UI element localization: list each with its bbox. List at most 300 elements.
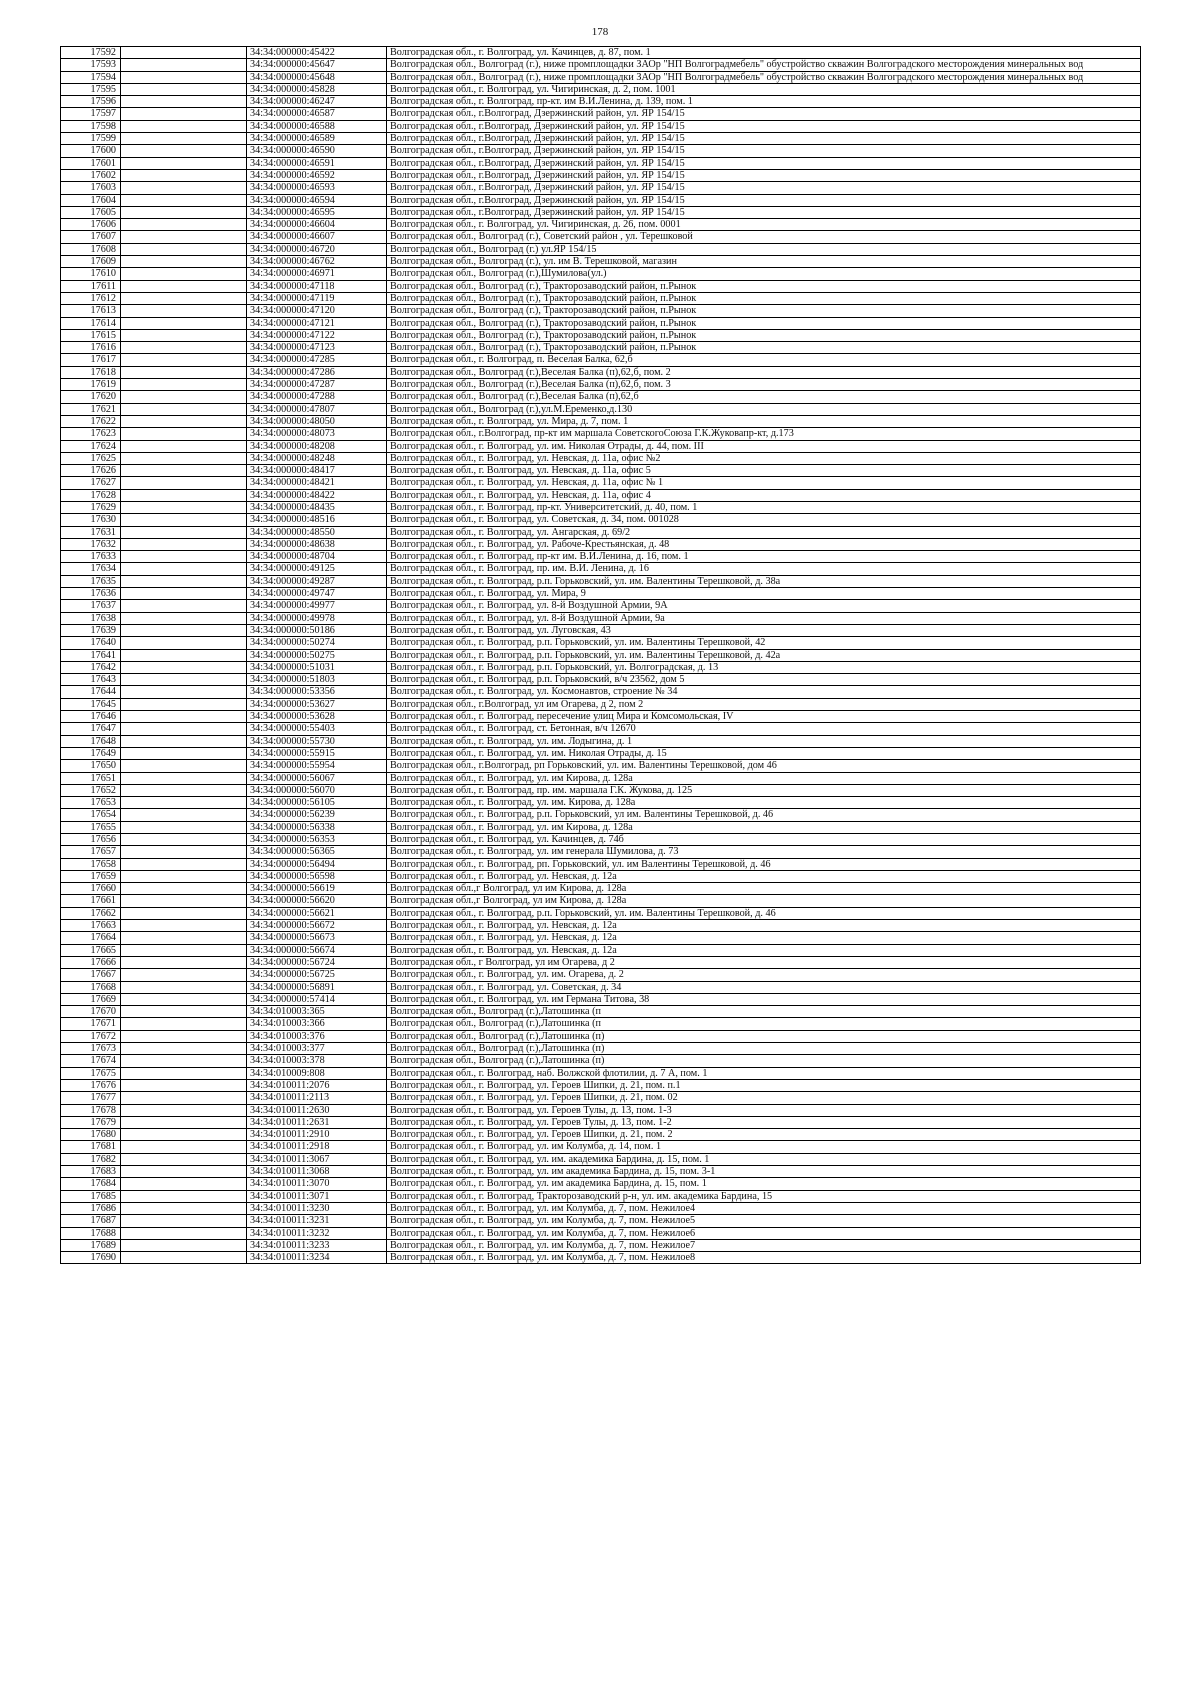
- cadastral-number-cell: 34:34:000000:46604: [247, 219, 387, 231]
- table-row: [61, 206, 1141, 218]
- row-number-cell: 17609: [61, 256, 121, 268]
- blank-cell: [121, 379, 247, 391]
- row-number-cell: 17658: [61, 858, 121, 870]
- table-row: [61, 1055, 1141, 1067]
- cadastral-number-cell: 34:34:000000:56598: [247, 870, 387, 882]
- table-row: [61, 1166, 1141, 1178]
- cadastral-number-cell: 34:34:000000:46595: [247, 206, 387, 218]
- row-number-cell: 17618: [61, 366, 121, 378]
- address-cell: Волгоградская обл., Волгоград (г.), Советский район , ул. Терешковой: [387, 231, 1141, 243]
- address-cell: Волгоградская обл., г. Волгоград, р.п. Горьковский, ул. им. Валентины Терешковой, 42: [387, 637, 1141, 649]
- table-row: [61, 686, 1141, 698]
- blank-cell: [121, 477, 247, 489]
- blank-cell: [121, 723, 247, 735]
- row-number-cell: 17657: [61, 846, 121, 858]
- table-row: [61, 268, 1141, 280]
- row-number-cell: 17622: [61, 415, 121, 427]
- blank-cell: [121, 920, 247, 932]
- table-row: [61, 624, 1141, 636]
- blank-cell: [121, 526, 247, 538]
- table-row: [61, 1215, 1141, 1227]
- address-cell: Волгоградская обл., г. Волгоград, ул. им. Николая Отрады, д. 15: [387, 747, 1141, 759]
- table-row: [61, 797, 1141, 809]
- blank-cell: [121, 821, 247, 833]
- address-cell: Волгоградская обл., г. Волгоград, ул. им Германа Титова, 38: [387, 993, 1141, 1005]
- cadastral-number-cell: 34:34:000000:56674: [247, 944, 387, 956]
- table-row: [61, 1104, 1141, 1116]
- blank-cell: [121, 1215, 247, 1227]
- blank-cell: [121, 661, 247, 673]
- cadastral-number-cell: 34:34:010011:3070: [247, 1178, 387, 1190]
- cadastral-number-cell: 34:34:010011:2630: [247, 1104, 387, 1116]
- row-number-cell: 17680: [61, 1129, 121, 1141]
- address-cell: Волгоградская обл., г. Волгоград, ул. им Колумба, д. 7, пом. Нежилое4: [387, 1202, 1141, 1214]
- cadastral-number-cell: 34:34:000000:46588: [247, 120, 387, 132]
- blank-cell: [121, 452, 247, 464]
- row-number-cell: 17638: [61, 612, 121, 624]
- blank-cell: [121, 538, 247, 550]
- blank-cell: [121, 846, 247, 858]
- address-cell: Волгоградская обл., г. Волгоград, ул. Качинцев, д. 74б: [387, 834, 1141, 846]
- cadastral-number-cell: 34:34:010003:366: [247, 1018, 387, 1030]
- address-cell: Волгоградская обл., г. Волгоград, ул. Мира, д. 7, пом. 1: [387, 415, 1141, 427]
- table-row: [61, 858, 1141, 870]
- address-cell: Волгоградская обл., г. Волгоград, ул. им Колумба, д. 7, пом. Нежилое6: [387, 1227, 1141, 1239]
- blank-cell: [121, 71, 247, 83]
- table-row: [61, 551, 1141, 563]
- blank-cell: [121, 305, 247, 317]
- row-number-cell: 17635: [61, 575, 121, 587]
- cadastral-number-cell: 34:34:000000:46590: [247, 145, 387, 157]
- row-number-cell: 17606: [61, 219, 121, 231]
- blank-cell: [121, 969, 247, 981]
- cadastral-number-cell: 34:34:000000:51031: [247, 661, 387, 673]
- blank-cell: [121, 956, 247, 968]
- cadastral-number-cell: 34:34:000000:55954: [247, 760, 387, 772]
- table-row: [61, 145, 1141, 157]
- address-cell: Волгоградская обл., г. Волгоград, наб. Волжской флотилии, д. 7 А, пом. 1: [387, 1067, 1141, 1079]
- table-row: [61, 354, 1141, 366]
- cadastral-number-cell: 34:34:010011:2113: [247, 1092, 387, 1104]
- blank-cell: [121, 551, 247, 563]
- row-number-cell: 17621: [61, 403, 121, 415]
- blank-cell: [121, 231, 247, 243]
- cadastral-number-cell: 34:34:000000:57414: [247, 993, 387, 1005]
- row-number-cell: 17593: [61, 59, 121, 71]
- table-row: [61, 1030, 1141, 1042]
- cadastral-number-cell: 34:34:000000:50186: [247, 624, 387, 636]
- cadastral-number-cell: 34:34:000000:47118: [247, 280, 387, 292]
- address-cell: Волгоградская обл., г. Волгоград, ул. им Кирова, д. 128а: [387, 772, 1141, 784]
- blank-cell: [121, 932, 247, 944]
- address-cell: Волгоградская обл., Волгоград (г.),Веселая Балка (п),62,б, пом. 2: [387, 366, 1141, 378]
- register-table-body: [61, 47, 1141, 1264]
- address-cell: Волгоградская обл., г. Волгоград, ул. Невская, д. 12а: [387, 920, 1141, 932]
- address-cell: Волгоградская обл., г. Волгоград, р.п. Горьковский, ул. им. Валентины Терешковой, д. 46: [387, 907, 1141, 919]
- cadastral-number-cell: 34:34:000000:48704: [247, 551, 387, 563]
- table-row: [61, 637, 1141, 649]
- cadastral-number-cell: 34:34:000000:46607: [247, 231, 387, 243]
- cadastral-number-cell: 34:34:000000:56724: [247, 956, 387, 968]
- blank-cell: [121, 809, 247, 821]
- row-number-cell: 17664: [61, 932, 121, 944]
- cadastral-number-cell: 34:34:000000:49747: [247, 588, 387, 600]
- address-cell: Волгоградская обл., г. Волгоград, р.п. Горьковский, ул. Волгоградская, д. 13: [387, 661, 1141, 673]
- blank-cell: [121, 256, 247, 268]
- table-row: [61, 489, 1141, 501]
- table-row: [61, 834, 1141, 846]
- address-cell: Волгоградская обл., г. Волгоград, ул. им. Кирова, д. 128а: [387, 797, 1141, 809]
- page-number: 178: [591, 26, 609, 38]
- address-cell: Волгоградская обл., г. Волгоград, ул. им Колумба, д. 7, пом. Нежилое8: [387, 1252, 1141, 1264]
- cadastral-number-cell: 34:34:000000:47120: [247, 305, 387, 317]
- table-row: [61, 526, 1141, 538]
- row-number-cell: 17636: [61, 588, 121, 600]
- cadastral-number-cell: 34:34:000000:46971: [247, 268, 387, 280]
- address-cell: Волгоградская обл., Волгоград (г.),Латошинка (п: [387, 1018, 1141, 1030]
- table-row: [61, 317, 1141, 329]
- row-number-cell: 17625: [61, 452, 121, 464]
- cadastral-number-cell: 34:34:000000:48638: [247, 538, 387, 550]
- blank-cell: [121, 157, 247, 169]
- address-cell: Волгоградская обл., г. Волгоград, ул. Ангарская, д. 69/2: [387, 526, 1141, 538]
- table-row: [61, 1043, 1141, 1055]
- row-number-cell: 17686: [61, 1202, 121, 1214]
- address-cell: Волгоградская обл.,г Волгоград, ул им Кирова, д. 128а: [387, 895, 1141, 907]
- row-number-cell: 17608: [61, 243, 121, 255]
- row-number-cell: 17600: [61, 145, 121, 157]
- table-row: [61, 846, 1141, 858]
- row-number-cell: 17661: [61, 895, 121, 907]
- table-row: [61, 440, 1141, 452]
- row-number-cell: 17665: [61, 944, 121, 956]
- address-cell: Волгоградская обл., Волгоград (г.), ниже промплощадки ЗАОр "НП Волгоградмебель" обустройство скважин Волгоградского месторождения минеральных вод: [387, 71, 1141, 83]
- blank-cell: [121, 280, 247, 292]
- row-number-cell: 17681: [61, 1141, 121, 1153]
- cadastral-number-cell: 34:34:000000:56891: [247, 981, 387, 993]
- table-row: [61, 1202, 1141, 1214]
- blank-cell: [121, 1129, 247, 1141]
- address-cell: Волгоградская обл., г. Волгоград, ул. им академика Бардина, д. 15, пом. 3-1: [387, 1166, 1141, 1178]
- address-cell: Волгоградская обл., г. Волгоград, п. Веселая Балка, 62,б: [387, 354, 1141, 366]
- address-cell: Волгоградская обл., г. Волгоград, Тракторозаводский р-н, ул. им. академика Бардина, 15: [387, 1190, 1141, 1202]
- table-row: [61, 366, 1141, 378]
- address-cell: Волгоградская обл., Волгоград (г.), Тракторозаводский район, п.Рынок: [387, 280, 1141, 292]
- blank-cell: [121, 674, 247, 686]
- table-row: [61, 243, 1141, 255]
- cadastral-number-cell: 34:34:000000:46587: [247, 108, 387, 120]
- address-cell: Волгоградская обл., г. Волгоград, ул. им Колумба, д. 7, пом. Нежилое7: [387, 1239, 1141, 1251]
- blank-cell: [121, 219, 247, 231]
- table-row: [61, 194, 1141, 206]
- blank-cell: [121, 83, 247, 95]
- cadastral-number-cell: 34:34:010011:3230: [247, 1202, 387, 1214]
- table-row: [61, 723, 1141, 735]
- row-number-cell: 17641: [61, 649, 121, 661]
- blank-cell: [121, 772, 247, 784]
- cadastral-number-cell: 34:34:000000:48435: [247, 501, 387, 513]
- address-cell: Волгоградская обл., г. Волгоград, р.п. Горьковский, ул. им. Валентины Терешковой, д. 42а: [387, 649, 1141, 661]
- table-row: [61, 612, 1141, 624]
- row-number-cell: 17684: [61, 1178, 121, 1190]
- table-row: [61, 59, 1141, 71]
- table-row: [61, 588, 1141, 600]
- table-row: [61, 907, 1141, 919]
- cadastral-number-cell: 34:34:000000:47285: [247, 354, 387, 366]
- cadastral-number-cell: 34:34:000000:45648: [247, 71, 387, 83]
- cadastral-number-cell: 34:34:000000:56365: [247, 846, 387, 858]
- row-number-cell: 17637: [61, 600, 121, 612]
- address-cell: Волгоградская обл., г. Волгоград, пересечение улиц Мира и Комсомольская, IV: [387, 711, 1141, 723]
- row-number-cell: 17674: [61, 1055, 121, 1067]
- blank-cell: [121, 1239, 247, 1251]
- cadastral-number-cell: 34:34:000000:47288: [247, 391, 387, 403]
- table-row: [61, 956, 1141, 968]
- table-row: [61, 563, 1141, 575]
- table-row: [61, 465, 1141, 477]
- row-number-cell: 17685: [61, 1190, 121, 1202]
- address-cell: Волгоградская обл., г. Волгоград, пр-кт. Университетский, д. 40, пом. 1: [387, 501, 1141, 513]
- address-cell: Волгоградская обл., г. Волгоград, ул. Рабоче-Крестьянская, д. 48: [387, 538, 1141, 550]
- cadastral-number-cell: 34:34:010011:3071: [247, 1190, 387, 1202]
- address-cell: Волгоградская обл., г. Волгоград, ул. Советская, д. 34: [387, 981, 1141, 993]
- address-cell: Волгоградская обл., Волгоград (г.), Тракторозаводский район, п.Рынок: [387, 329, 1141, 341]
- blank-cell: [121, 624, 247, 636]
- cadastral-number-cell: 34:34:000000:47287: [247, 379, 387, 391]
- table-row: [61, 711, 1141, 723]
- table-row: [61, 329, 1141, 341]
- row-number-cell: 17653: [61, 797, 121, 809]
- cadastral-number-cell: 34:34:000000:48421: [247, 477, 387, 489]
- table-row: [61, 514, 1141, 526]
- address-cell: Волгоградская обл., г. Волгоград, ул. им Колумба, д. 7, пом. Нежилое5: [387, 1215, 1141, 1227]
- table-row: [61, 735, 1141, 747]
- cadastral-number-cell: 34:34:000000:47286: [247, 366, 387, 378]
- address-cell: Волгоградская обл., г.Волгоград, Дзержинский район, ул. ЯР 154/15: [387, 206, 1141, 218]
- blank-cell: [121, 834, 247, 846]
- blank-cell: [121, 145, 247, 157]
- address-cell: Волгоградская обл., г. Волгоград, рп. Горьковский, ул. им Валентины Терешковой, д. 46: [387, 858, 1141, 870]
- row-number-cell: 17643: [61, 674, 121, 686]
- cadastral-number-cell: 34:34:000000:47121: [247, 317, 387, 329]
- cadastral-register-table: [60, 46, 1141, 1264]
- cadastral-number-cell: 34:34:000000:56621: [247, 907, 387, 919]
- blank-cell: [121, 514, 247, 526]
- table-row: [61, 575, 1141, 587]
- table-row: [61, 120, 1141, 132]
- address-cell: Волгоградская обл., Волгоград (г.), ниже промплощадки ЗАОр "НП Волгоградмебель" обустройство скважин Волгоградского месторождения минеральных вод: [387, 59, 1141, 71]
- table-row: [61, 1018, 1141, 1030]
- table-row: [61, 661, 1141, 673]
- blank-cell: [121, 1079, 247, 1091]
- blank-cell: [121, 981, 247, 993]
- address-cell: Волгоградская обл., г. Волгоград, ул. Невская, д. 11а, офис 5: [387, 465, 1141, 477]
- blank-cell: [121, 317, 247, 329]
- blank-cell: [121, 1006, 247, 1018]
- address-cell: Волгоградская обл., Волгоград (г.),Веселая Балка (п),62,б, пом. 3: [387, 379, 1141, 391]
- address-cell: Волгоградская обл., г. Волгоград, ул. им Кирова, д. 128а: [387, 821, 1141, 833]
- row-number-cell: 17666: [61, 956, 121, 968]
- address-cell: Волгоградская обл., г.Волгоград, ул им Огарева, д 2, пом 2: [387, 698, 1141, 710]
- blank-cell: [121, 59, 247, 71]
- blank-cell: [121, 870, 247, 882]
- cadastral-number-cell: 34:34:000000:48050: [247, 415, 387, 427]
- cadastral-number-cell: 34:34:000000:55730: [247, 735, 387, 747]
- row-number-cell: 17656: [61, 834, 121, 846]
- table-row: [61, 1079, 1141, 1091]
- cadastral-number-cell: 34:34:000000:46720: [247, 243, 387, 255]
- blank-cell: [121, 1018, 247, 1030]
- row-number-cell: 17605: [61, 206, 121, 218]
- row-number-cell: 17613: [61, 305, 121, 317]
- cadastral-number-cell: 34:34:000000:48248: [247, 452, 387, 464]
- address-cell: Волгоградская обл., г.Волгоград, Дзержинский район, ул. ЯР 154/15: [387, 169, 1141, 181]
- table-row: [61, 280, 1141, 292]
- row-number-cell: 17676: [61, 1079, 121, 1091]
- blank-cell: [121, 1067, 247, 1079]
- row-number-cell: 17616: [61, 342, 121, 354]
- blank-cell: [121, 993, 247, 1005]
- row-number-cell: 17689: [61, 1239, 121, 1251]
- cadastral-number-cell: 34:34:000000:49125: [247, 563, 387, 575]
- address-cell: Волгоградская обл., г. Волгоград, ст. Бетонная, в/ч 12670: [387, 723, 1141, 735]
- address-cell: Волгоградская обл., г. Волгоград, ул. Чигиринская, д. 2, пом. 1001: [387, 83, 1141, 95]
- row-number-cell: 17663: [61, 920, 121, 932]
- address-cell: Волгоградская обл., г. Волгоград, ул. им Колумба, д. 14, пом. 1: [387, 1141, 1141, 1153]
- table-row: [61, 47, 1141, 59]
- cadastral-number-cell: 34:34:000000:46591: [247, 157, 387, 169]
- blank-cell: [121, 588, 247, 600]
- table-row: [61, 452, 1141, 464]
- table-row: [61, 944, 1141, 956]
- blank-cell: [121, 194, 247, 206]
- blank-cell: [121, 428, 247, 440]
- row-number-cell: 17671: [61, 1018, 121, 1030]
- cadastral-number-cell: 34:34:000000:45828: [247, 83, 387, 95]
- address-cell: Волгоградская обл., г. Волгоград, ул. им. Огарева, д. 2: [387, 969, 1141, 981]
- blank-cell: [121, 1178, 247, 1190]
- blank-cell: [121, 698, 247, 710]
- table-row: [61, 1006, 1141, 1018]
- row-number-cell: 17634: [61, 563, 121, 575]
- table-row: [61, 231, 1141, 243]
- row-number-cell: 17596: [61, 96, 121, 108]
- cadastral-number-cell: 34:34:000000:48208: [247, 440, 387, 452]
- row-number-cell: 17626: [61, 465, 121, 477]
- address-cell: Волгоградская обл., Волгоград (г.),Латошинка (п: [387, 1006, 1141, 1018]
- table-row: [61, 870, 1141, 882]
- table-row: [61, 256, 1141, 268]
- table-row: [61, 895, 1141, 907]
- cadastral-number-cell: 34:34:000000:50275: [247, 649, 387, 661]
- row-number-cell: 17662: [61, 907, 121, 919]
- row-number-cell: 17660: [61, 883, 121, 895]
- table-row: [61, 219, 1141, 231]
- cadastral-number-cell: 34:34:010003:365: [247, 1006, 387, 1018]
- blank-cell: [121, 1104, 247, 1116]
- cadastral-number-cell: 34:34:000000:56239: [247, 809, 387, 821]
- cadastral-number-cell: 34:34:000000:46593: [247, 182, 387, 194]
- table-row: [61, 477, 1141, 489]
- cadastral-number-cell: 34:34:000000:53628: [247, 711, 387, 723]
- cadastral-number-cell: 34:34:000000:45647: [247, 59, 387, 71]
- address-cell: Волгоградская обл., Волгоград (г.), Тракторозаводский район, п.Рынок: [387, 305, 1141, 317]
- address-cell: Волгоградская обл., г. Волгоград, ул. им. Николая Отрады, д. 44, пом. III: [387, 440, 1141, 452]
- blank-cell: [121, 1166, 247, 1178]
- table-row: [61, 391, 1141, 403]
- row-number-cell: 17630: [61, 514, 121, 526]
- row-number-cell: 17612: [61, 292, 121, 304]
- row-number-cell: 17601: [61, 157, 121, 169]
- row-number-cell: 17623: [61, 428, 121, 440]
- address-cell: Волгоградская обл., Волгоград (г.),ул.М.Еременко,д.130: [387, 403, 1141, 415]
- row-number-cell: 17640: [61, 637, 121, 649]
- address-cell: Волгоградская обл., г. Волгоград, ул. Космонавтов, строение № 34: [387, 686, 1141, 698]
- blank-cell: [121, 391, 247, 403]
- row-number-cell: 17682: [61, 1153, 121, 1165]
- row-number-cell: 17654: [61, 809, 121, 821]
- row-number-cell: 17678: [61, 1104, 121, 1116]
- blank-cell: [121, 96, 247, 108]
- address-cell: Волгоградская обл., г. Волгоград, ул. Качинцев, д. 87, пом. 1: [387, 47, 1141, 59]
- table-row: [61, 108, 1141, 120]
- address-cell: Волгоградская обл., г.Волгоград, рп Горьковский, ул. им. Валентины Терешковой, дом 46: [387, 760, 1141, 772]
- address-cell: Волгоградская обл., Волгоград (г.),Латошинка (п): [387, 1055, 1141, 1067]
- address-cell: Волгоградская обл., г. Волгоград, пр-кт. им В.И.Ленина, д. 139, пом. 1: [387, 96, 1141, 108]
- cadastral-number-cell: 34:34:010003:377: [247, 1043, 387, 1055]
- row-number-cell: 17595: [61, 83, 121, 95]
- cadastral-number-cell: 34:34:010003:378: [247, 1055, 387, 1067]
- address-cell: Волгоградская обл., г. Волгоград, ул. Луговская, 43: [387, 624, 1141, 636]
- cadastral-number-cell: 34:34:010009:808: [247, 1067, 387, 1079]
- blank-cell: [121, 1190, 247, 1202]
- table-row: [61, 305, 1141, 317]
- table-row: [61, 501, 1141, 513]
- address-cell: Волгоградская обл., г.Волгоград, Дзержинский район, ул. ЯР 154/15: [387, 182, 1141, 194]
- cadastral-number-cell: 34:34:010011:2076: [247, 1079, 387, 1091]
- cadastral-number-cell: 34:34:000000:48516: [247, 514, 387, 526]
- table-row: [61, 342, 1141, 354]
- address-cell: Волгоградская обл., г.Волгоград, Дзержинский район, ул. ЯР 154/15: [387, 108, 1141, 120]
- cadastral-number-cell: 34:34:000000:56070: [247, 784, 387, 796]
- address-cell: Волгоградская обл., Волгоград (г.), Тракторозаводский район, п.Рынок: [387, 292, 1141, 304]
- table-row: [61, 772, 1141, 784]
- cadastral-number-cell: 34:34:000000:46592: [247, 169, 387, 181]
- blank-cell: [121, 120, 247, 132]
- blank-cell: [121, 292, 247, 304]
- table-row: [61, 932, 1141, 944]
- row-number-cell: 17611: [61, 280, 121, 292]
- table-row: [61, 1190, 1141, 1202]
- row-number-cell: 17646: [61, 711, 121, 723]
- cadastral-number-cell: 34:34:000000:50274: [247, 637, 387, 649]
- address-cell: Волгоградская обл., г. Волгоград, ул. Невская, д. 12а: [387, 870, 1141, 882]
- row-number-cell: 17639: [61, 624, 121, 636]
- blank-cell: [121, 575, 247, 587]
- address-cell: Волгоградская обл., Волгоград (г.) ул.ЯР 154/15: [387, 243, 1141, 255]
- row-number-cell: 17651: [61, 772, 121, 784]
- address-cell: Волгоградская обл., г. Волгоград, ул. им генерала Шумилова, д. 73: [387, 846, 1141, 858]
- address-cell: Волгоградская обл., г Волгоград, ул им Огарева, д 2: [387, 956, 1141, 968]
- cadastral-number-cell: 34:34:000000:53627: [247, 698, 387, 710]
- row-number-cell: 17670: [61, 1006, 121, 1018]
- blank-cell: [121, 1252, 247, 1264]
- blank-cell: [121, 440, 247, 452]
- blank-cell: [121, 489, 247, 501]
- address-cell: Волгоградская обл., г. Волгоград, ул. Невская, д. 12а: [387, 944, 1141, 956]
- cadastral-number-cell: 34:34:010011:2631: [247, 1116, 387, 1128]
- cadastral-number-cell: 34:34:000000:56105: [247, 797, 387, 809]
